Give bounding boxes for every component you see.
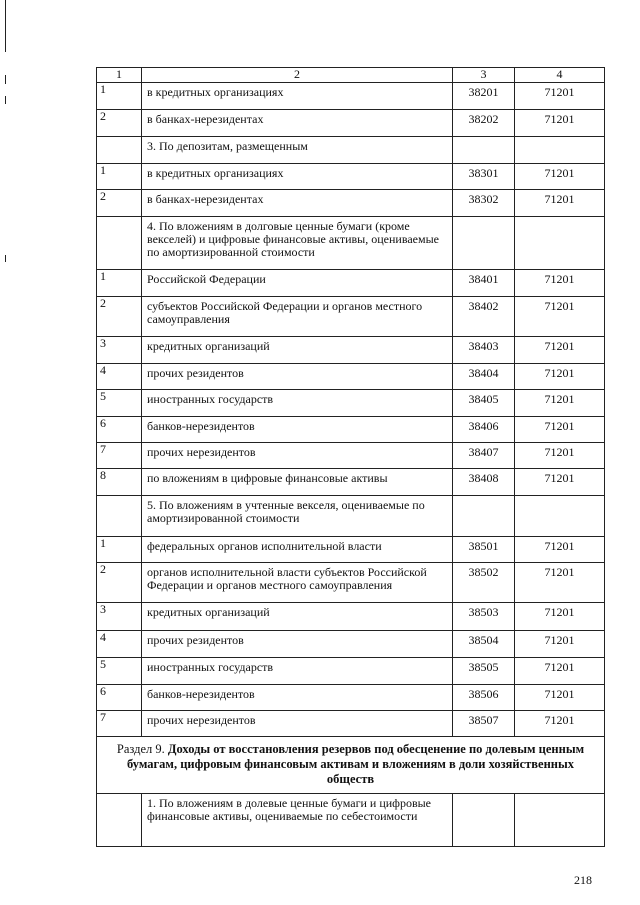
row-description: прочих резидентов — [142, 631, 453, 658]
row-description: федеральных органов исполнительной власти — [142, 537, 453, 563]
symbol-code: 71201 — [515, 164, 605, 190]
table-row — [97, 537, 605, 563]
row-description: в банках-нерезидентах — [142, 190, 453, 217]
symbol-code: 71201 — [515, 297, 605, 337]
table-row — [97, 83, 605, 110]
account-code: 38507 — [453, 711, 515, 737]
symbol-code: 71201 — [515, 711, 605, 737]
row-description: Российской Федерации — [142, 270, 453, 297]
account-code: 38505 — [453, 658, 515, 685]
row-number: 5 — [97, 658, 142, 685]
symbol-code: 71201 — [515, 390, 605, 417]
row-description: органов исполнительной власти субъектов Российской Федерации и органов местного самоуправления — [142, 563, 453, 603]
symbol-code — [515, 794, 605, 847]
table-row — [97, 711, 605, 737]
symbol-code: 71201 — [515, 537, 605, 563]
row-number — [97, 794, 142, 847]
table-row — [97, 563, 605, 603]
table-row — [97, 270, 605, 297]
section-heading-row — [97, 737, 605, 794]
row-number: 7 — [97, 443, 142, 469]
page-number: 218 — [574, 873, 592, 887]
account-code: 38408 — [453, 469, 515, 496]
row-description: банков-нерезидентов — [142, 685, 453, 711]
section-prefix: Раздел 9. — [116, 742, 168, 756]
row-description: кредитных организаций — [142, 603, 453, 631]
table-row — [97, 190, 605, 217]
symbol-code: 71201 — [515, 417, 605, 443]
account-code: 38302 — [453, 190, 515, 217]
account-code: 38301 — [453, 164, 515, 190]
row-number: 1 — [97, 83, 142, 110]
symbol-code: 71201 — [515, 563, 605, 603]
section-heading — [97, 737, 605, 794]
row-number: 3 — [97, 337, 142, 364]
row-number: 4 — [97, 631, 142, 658]
row-description: прочих нерезидентов — [142, 443, 453, 469]
table-row — [97, 164, 605, 190]
table-row — [97, 794, 605, 847]
row-description: кредитных организаций — [142, 337, 453, 364]
row-number: 1 — [97, 270, 142, 297]
header-cell: 3 — [453, 68, 515, 83]
account-code: 38202 — [453, 110, 515, 137]
account-code: 38506 — [453, 685, 515, 711]
symbol-code: 71201 — [515, 469, 605, 496]
table-row — [97, 390, 605, 417]
account-code — [453, 496, 515, 537]
symbol-code: 71201 — [515, 110, 605, 137]
table-row — [97, 137, 605, 164]
table-row — [97, 469, 605, 496]
table-row — [97, 217, 605, 270]
symbol-code — [515, 137, 605, 164]
row-number: 2 — [97, 110, 142, 137]
row-number: 6 — [97, 417, 142, 443]
row-number: 7 — [97, 711, 142, 737]
account-code — [453, 137, 515, 164]
row-description: прочих нерезидентов — [142, 711, 453, 737]
table-row — [97, 631, 605, 658]
account-code: 38404 — [453, 364, 515, 390]
account-mapping-table — [96, 67, 605, 847]
row-number: 1 — [97, 537, 142, 563]
row-description: 1. По вложениям в долевые ценные бумаги и цифровые финансовые активы, оцениваемые по себестоимости — [142, 794, 453, 847]
account-code: 38405 — [453, 390, 515, 417]
scan-margin-mark — [5, 96, 6, 104]
header-cell: 4 — [515, 68, 605, 83]
symbol-code: 71201 — [515, 631, 605, 658]
symbol-code — [515, 217, 605, 270]
table-row — [97, 658, 605, 685]
account-code: 38402 — [453, 297, 515, 337]
scan-margin-line — [5, 0, 6, 52]
table-header-row — [97, 68, 605, 83]
row-description: по вложениям в цифровые финансовые активы — [142, 469, 453, 496]
row-description: иностранных государств — [142, 390, 453, 417]
row-number — [97, 217, 142, 270]
scan-margin-mark — [5, 75, 6, 84]
account-code: 38401 — [453, 270, 515, 297]
row-number: 8 — [97, 469, 142, 496]
header-cell: 1 — [97, 68, 142, 83]
row-number: 2 — [97, 190, 142, 217]
row-number: 5 — [97, 390, 142, 417]
table-row — [97, 685, 605, 711]
account-code: 38501 — [453, 537, 515, 563]
account-code: 38406 — [453, 417, 515, 443]
table-row — [97, 496, 605, 537]
account-code: 38201 — [453, 83, 515, 110]
symbol-code: 71201 — [515, 270, 605, 297]
account-code: 38503 — [453, 603, 515, 631]
row-number — [97, 496, 142, 537]
symbol-code: 71201 — [515, 658, 605, 685]
symbol-code: 71201 — [515, 190, 605, 217]
row-description: прочих резидентов — [142, 364, 453, 390]
symbol-code: 71201 — [515, 364, 605, 390]
row-description: субъектов Российской Федерации и органов местного самоуправления — [142, 297, 453, 337]
symbol-code — [515, 496, 605, 537]
row-description: в банках-нерезидентах — [142, 110, 453, 137]
scan-margin-mark — [5, 255, 6, 262]
row-number: 6 — [97, 685, 142, 711]
account-code: 38504 — [453, 631, 515, 658]
row-description: банков-нерезидентов — [142, 417, 453, 443]
symbol-code: 71201 — [515, 685, 605, 711]
account-code: 38407 — [453, 443, 515, 469]
table-row — [97, 297, 605, 337]
row-number: 3 — [97, 603, 142, 631]
table-row — [97, 443, 605, 469]
row-description: 5. По вложениям в учтенные векселя, оцениваемые по амортизированной стоимости — [142, 496, 453, 537]
row-description: 4. По вложениям в долговые ценные бумаги (кроме векселей) и цифровые финансовые активы, оцениваемые по амортизированной стоимости — [142, 217, 453, 270]
symbol-code: 71201 — [515, 337, 605, 364]
account-code — [453, 217, 515, 270]
table-row — [97, 417, 605, 443]
symbol-code: 71201 — [515, 603, 605, 631]
header-cell: 2 — [142, 68, 453, 83]
table-row — [97, 110, 605, 137]
table-row — [97, 364, 605, 390]
row-description: в кредитных организациях — [142, 164, 453, 190]
symbol-code: 71201 — [515, 83, 605, 110]
row-number — [97, 137, 142, 164]
section-title: Доходы от восстановления резервов под обесценение по долевым ценным бумагам, цифровым финансовым активам и вложениям в доли хозяйственных обществ — [126, 742, 585, 786]
account-code — [453, 794, 515, 847]
row-number: 1 — [97, 164, 142, 190]
row-number: 2 — [97, 297, 142, 337]
row-number: 2 — [97, 563, 142, 603]
symbol-code: 71201 — [515, 443, 605, 469]
table-row — [97, 337, 605, 364]
row-description: иностранных государств — [142, 658, 453, 685]
table-row — [97, 603, 605, 631]
row-number: 4 — [97, 364, 142, 390]
account-code: 38403 — [453, 337, 515, 364]
account-code: 38502 — [453, 563, 515, 603]
row-description: в кредитных организациях — [142, 83, 453, 110]
row-description: 3. По депозитам, размещенным — [142, 137, 453, 164]
